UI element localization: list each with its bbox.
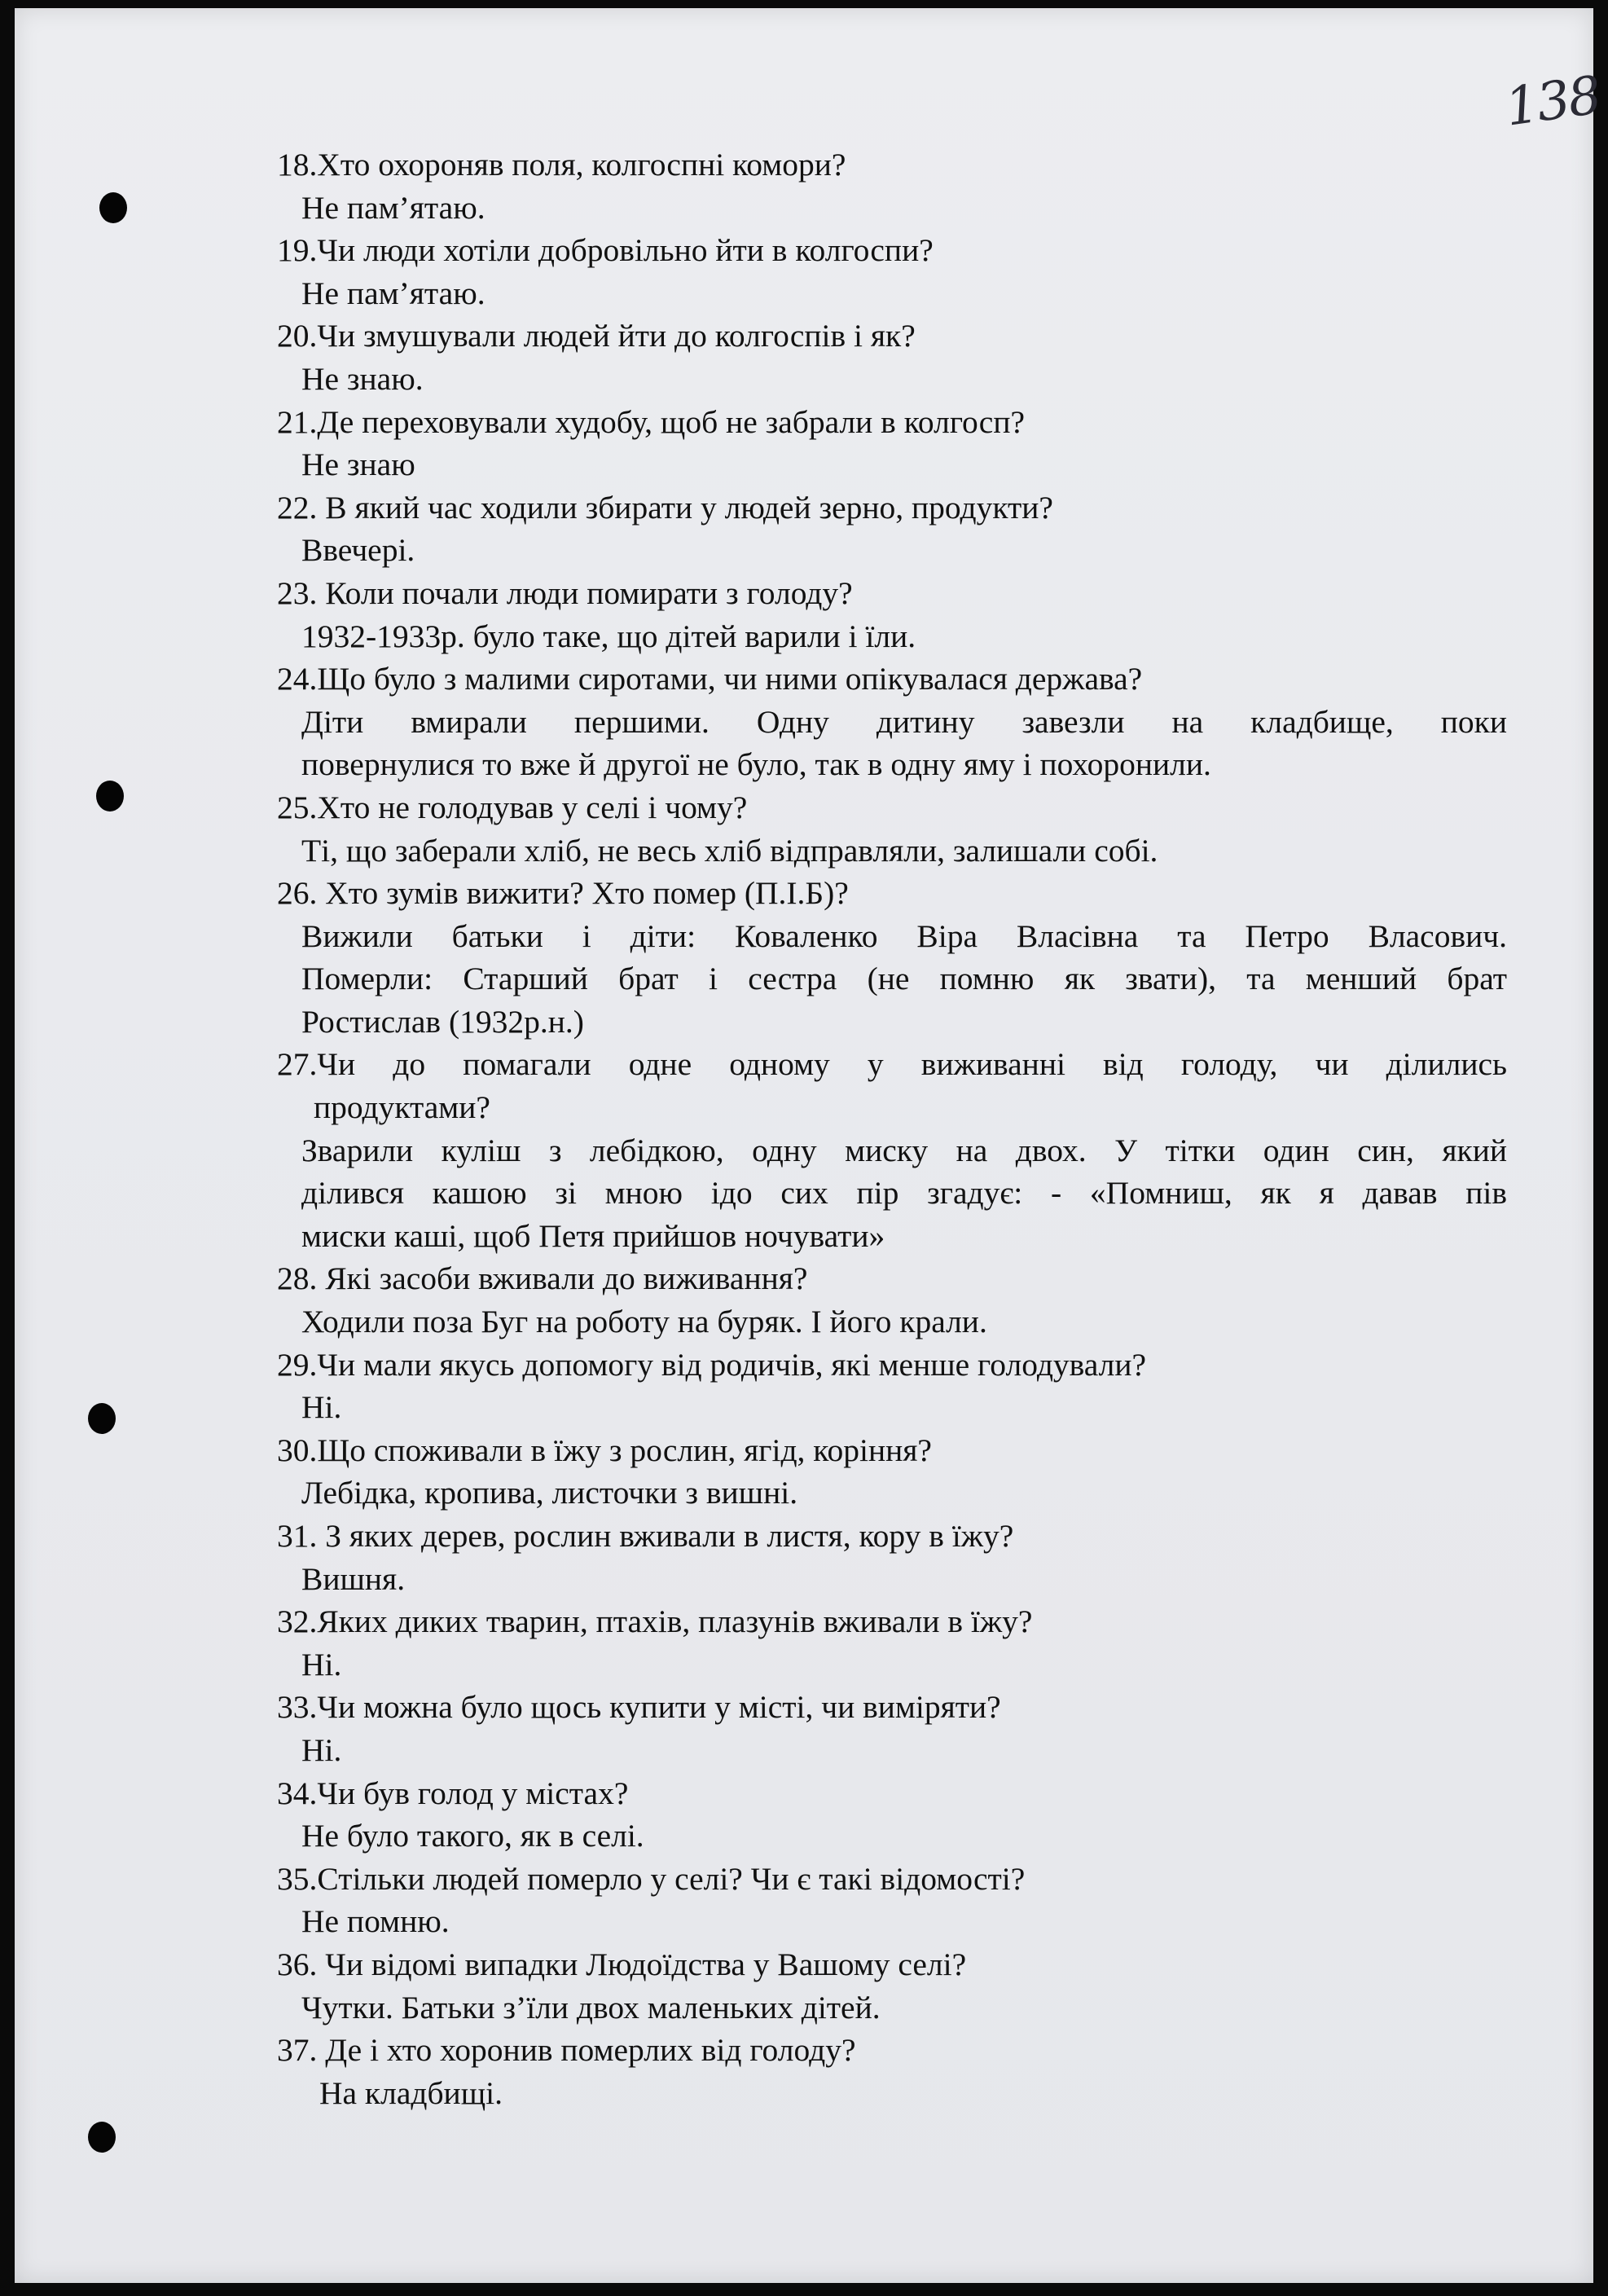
question-34: 34.Чи був голод у містах?: [277, 1775, 629, 1811]
answer-21: Не знаю: [301, 446, 415, 483]
answer-19: Не пам’ятаю.: [301, 275, 485, 311]
qa-list: [269, 143, 1507, 2114]
answer-24-line-2: повернулися то вже й другої не було, так в одну яму і похоронили.: [301, 746, 1211, 783]
punch-hole-1: [99, 192, 127, 223]
question-25: 25.Хто не голодував у селі і чому?: [277, 789, 748, 825]
answer-27-line-3: миски каші, щоб Петя прийшов ночувати»: [301, 1217, 885, 1254]
question-33: 33.Чи можна було щось купити у місті, чи виміряти?: [277, 1689, 1001, 1726]
answer-28: Ходили поза Буг на роботу на буряк. І його крали.: [301, 1304, 987, 1340]
question-28: 28. Які засоби вживали до виживання?: [277, 1260, 808, 1297]
question-22: 22. В який час ходили збирати у людей зерно, продукти?: [277, 489, 1053, 526]
answer-25: Ті, що заберали хліб, не весь хліб відправляли, залишали собі.: [301, 832, 1158, 869]
question-36: 36. Чи відомі випадки Людоїдства у Вашому селі?: [277, 1946, 967, 1982]
answer-32: Ні.: [301, 1646, 342, 1682]
answer-20: Не знаю.: [301, 360, 424, 397]
answer-30: Лебідка, кропива, листочки з вишні.: [301, 1475, 798, 1511]
answer-27-line-2: ділився кашою зі мною ідо сих пір згадує: - «Помниш, як я давав пів: [301, 1175, 1507, 1212]
answer-37: На кладбищі.: [319, 2074, 503, 2111]
answer-22: Ввечері.: [301, 532, 415, 569]
answer-34: Не було такого, як в селі.: [301, 1818, 644, 1854]
question-20: 20.Чи змушували людей йти до колгоспів і як?: [277, 318, 916, 354]
answer-18: Не пам’ятаю.: [301, 189, 485, 226]
question-19: 19.Чи люди хотіли добровільно йти в колгоспи?: [277, 232, 934, 269]
punch-hole-2: [96, 781, 124, 812]
question-32: 32.Яких диких тварин, птахів, плазунів вживали в їжу?: [277, 1603, 1033, 1640]
answer-31: Вишня.: [301, 1560, 406, 1597]
question-37: 37. Де і хто хоронив померлих від голоду?: [277, 2032, 856, 2069]
punch-hole-4: [88, 2122, 116, 2153]
question-24: 24.Що було з малими сиротами, чи ними опікувалася держава?: [277, 661, 1143, 697]
answer-35: Не помню.: [301, 1903, 450, 1940]
question-27-line-1: 27.Чи до помагали одне одному у виживанні від голоду, чи ділились: [277, 1046, 1507, 1083]
answer-23: 1932-1933р. було таке, що дітей варили і їли.: [301, 618, 916, 654]
question-26: 26. Хто зумів вижити? Хто помер (П.І.Б)?: [277, 875, 849, 912]
question-21: 21.Де переховували худобу, щоб не забрали в колгосп?: [277, 403, 1025, 440]
answer-26-line-2: Померли: Старший брат і сестра (не помню як звати), та менший брат: [301, 961, 1507, 997]
question-31: 31. З яких дерев, рослин вживали в листя, кору в їжу?: [277, 1518, 1014, 1554]
question-18: 18.Хто охороняв поля, колгоспні комори?: [277, 147, 846, 183]
answer-27-line-1: Зварили куліш з лебідкою, одну миску на двох. У тітки один син, який: [301, 1132, 1507, 1168]
answer-29: Ні.: [301, 1389, 342, 1426]
answer-26-line-3: Ростислав (1932р.н.): [301, 1003, 584, 1040]
answer-33: Ні.: [301, 1731, 342, 1768]
answer-24-line-1: Діти вмирали першими. Одну дитину завезли на кладбище, поки: [301, 703, 1507, 740]
question-30: 30.Що споживали в їжу з рослин, ягід, коріння?: [277, 1432, 932, 1468]
question-29: 29.Чи мали якусь допомогу від родичів, які менше голодували?: [277, 1346, 1147, 1383]
answer-26-line-1: Вижили батьки і діти: Коваленко Віра Власівна та Петро Власович.: [301, 917, 1507, 954]
answer-36: Чутки. Батьки з’їли двох маленьких дітей.: [301, 1989, 881, 2025]
punch-hole-3: [88, 1403, 116, 1434]
question-27-line-2: продуктами?: [314, 1089, 490, 1126]
page-number: 138: [1501, 65, 1604, 139]
question-23: 23. Коли почали люди помирати з голоду?: [277, 574, 853, 611]
question-35: 35.Стільки людей померло у селі? Чи є такі відомості?: [277, 1860, 1026, 1897]
